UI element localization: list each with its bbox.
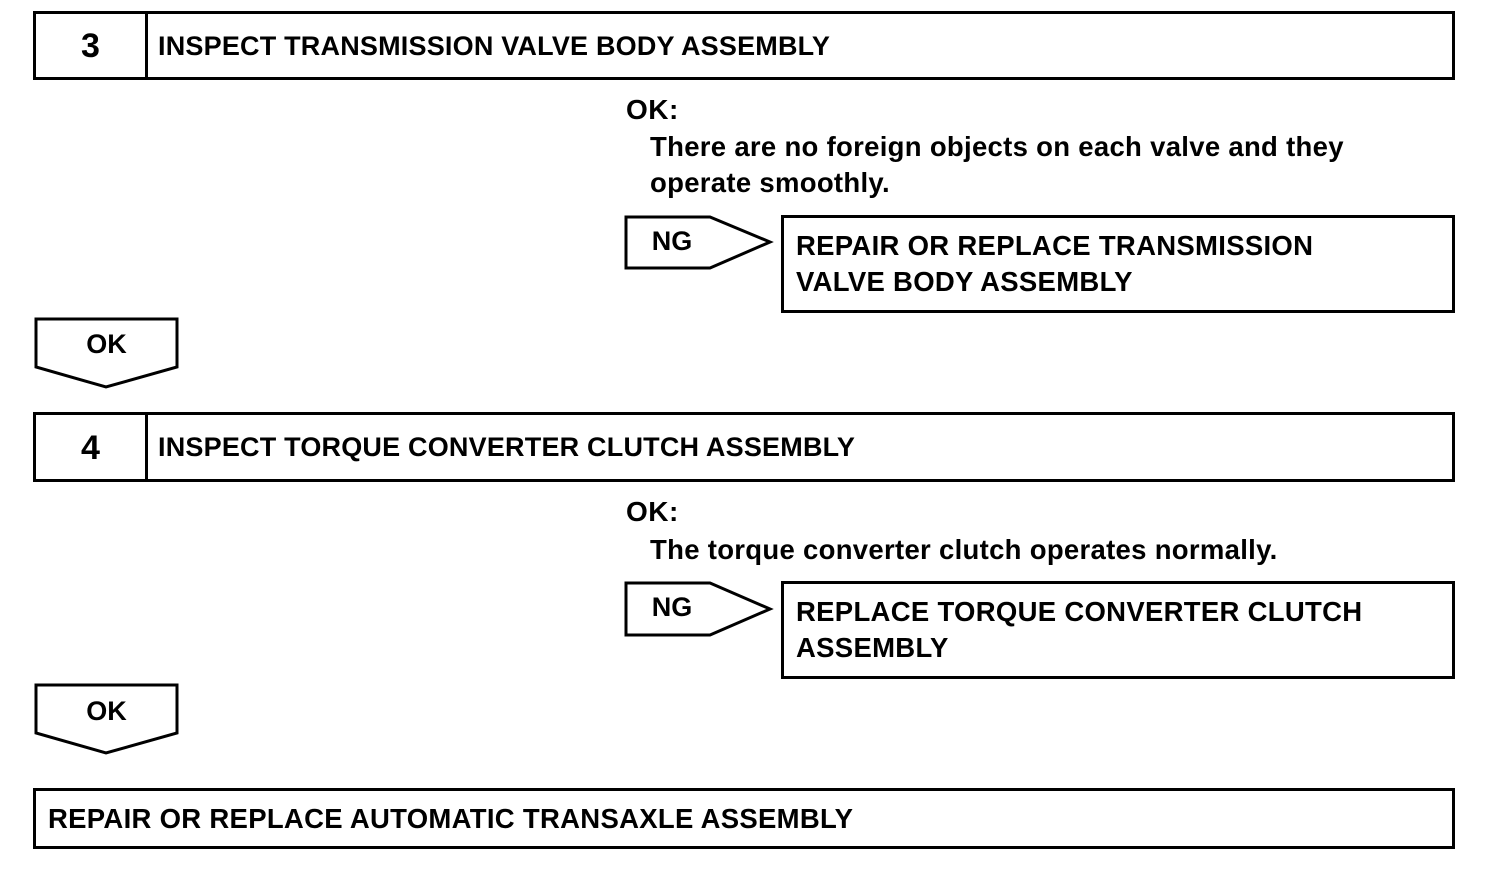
step-4-ok-arrow-label: OK	[86, 696, 127, 726]
step-4-ok-condition-line1: The torque converter clutch operates normally.	[650, 534, 1278, 565]
step-4-ng-action-line1: REPLACE TORQUE CONVERTER CLUTCH	[796, 596, 1363, 627]
step-4-ok-label: OK:	[626, 496, 679, 527]
final-action-text: REPAIR OR REPLACE AUTOMATIC TRANSAXLE ASSEMBLY	[48, 803, 854, 834]
step-4-ng-label: NG	[651, 592, 693, 622]
step-3-ok-condition-line2: operate smoothly.	[650, 167, 890, 198]
step-3-number: 3	[36, 14, 148, 77]
step-3-ng-action-line1: REPAIR OR REPLACE TRANSMISSION	[796, 230, 1314, 261]
step-3-ok-label: OK:	[626, 94, 679, 125]
step-3-ng-action-line2: VALVE BODY ASSEMBLY	[796, 266, 1133, 297]
step-4-title: INSPECT TORQUE CONVERTER CLUTCH ASSEMBLY	[158, 432, 856, 462]
step-3-ok-arrow-label: OK	[86, 329, 127, 359]
step-4-ng-action-line2: ASSEMBLY	[796, 632, 949, 663]
step-3-ok-condition-line1: There are no foreign objects on each valve and they	[650, 131, 1344, 162]
step-3-ng-label: NG	[651, 226, 693, 256]
step-3-title: INSPECT TRANSMISSION VALVE BODY ASSEMBLY	[158, 30, 831, 61]
step-4-number: 4	[36, 415, 148, 479]
final-action-box	[33, 788, 1455, 849]
